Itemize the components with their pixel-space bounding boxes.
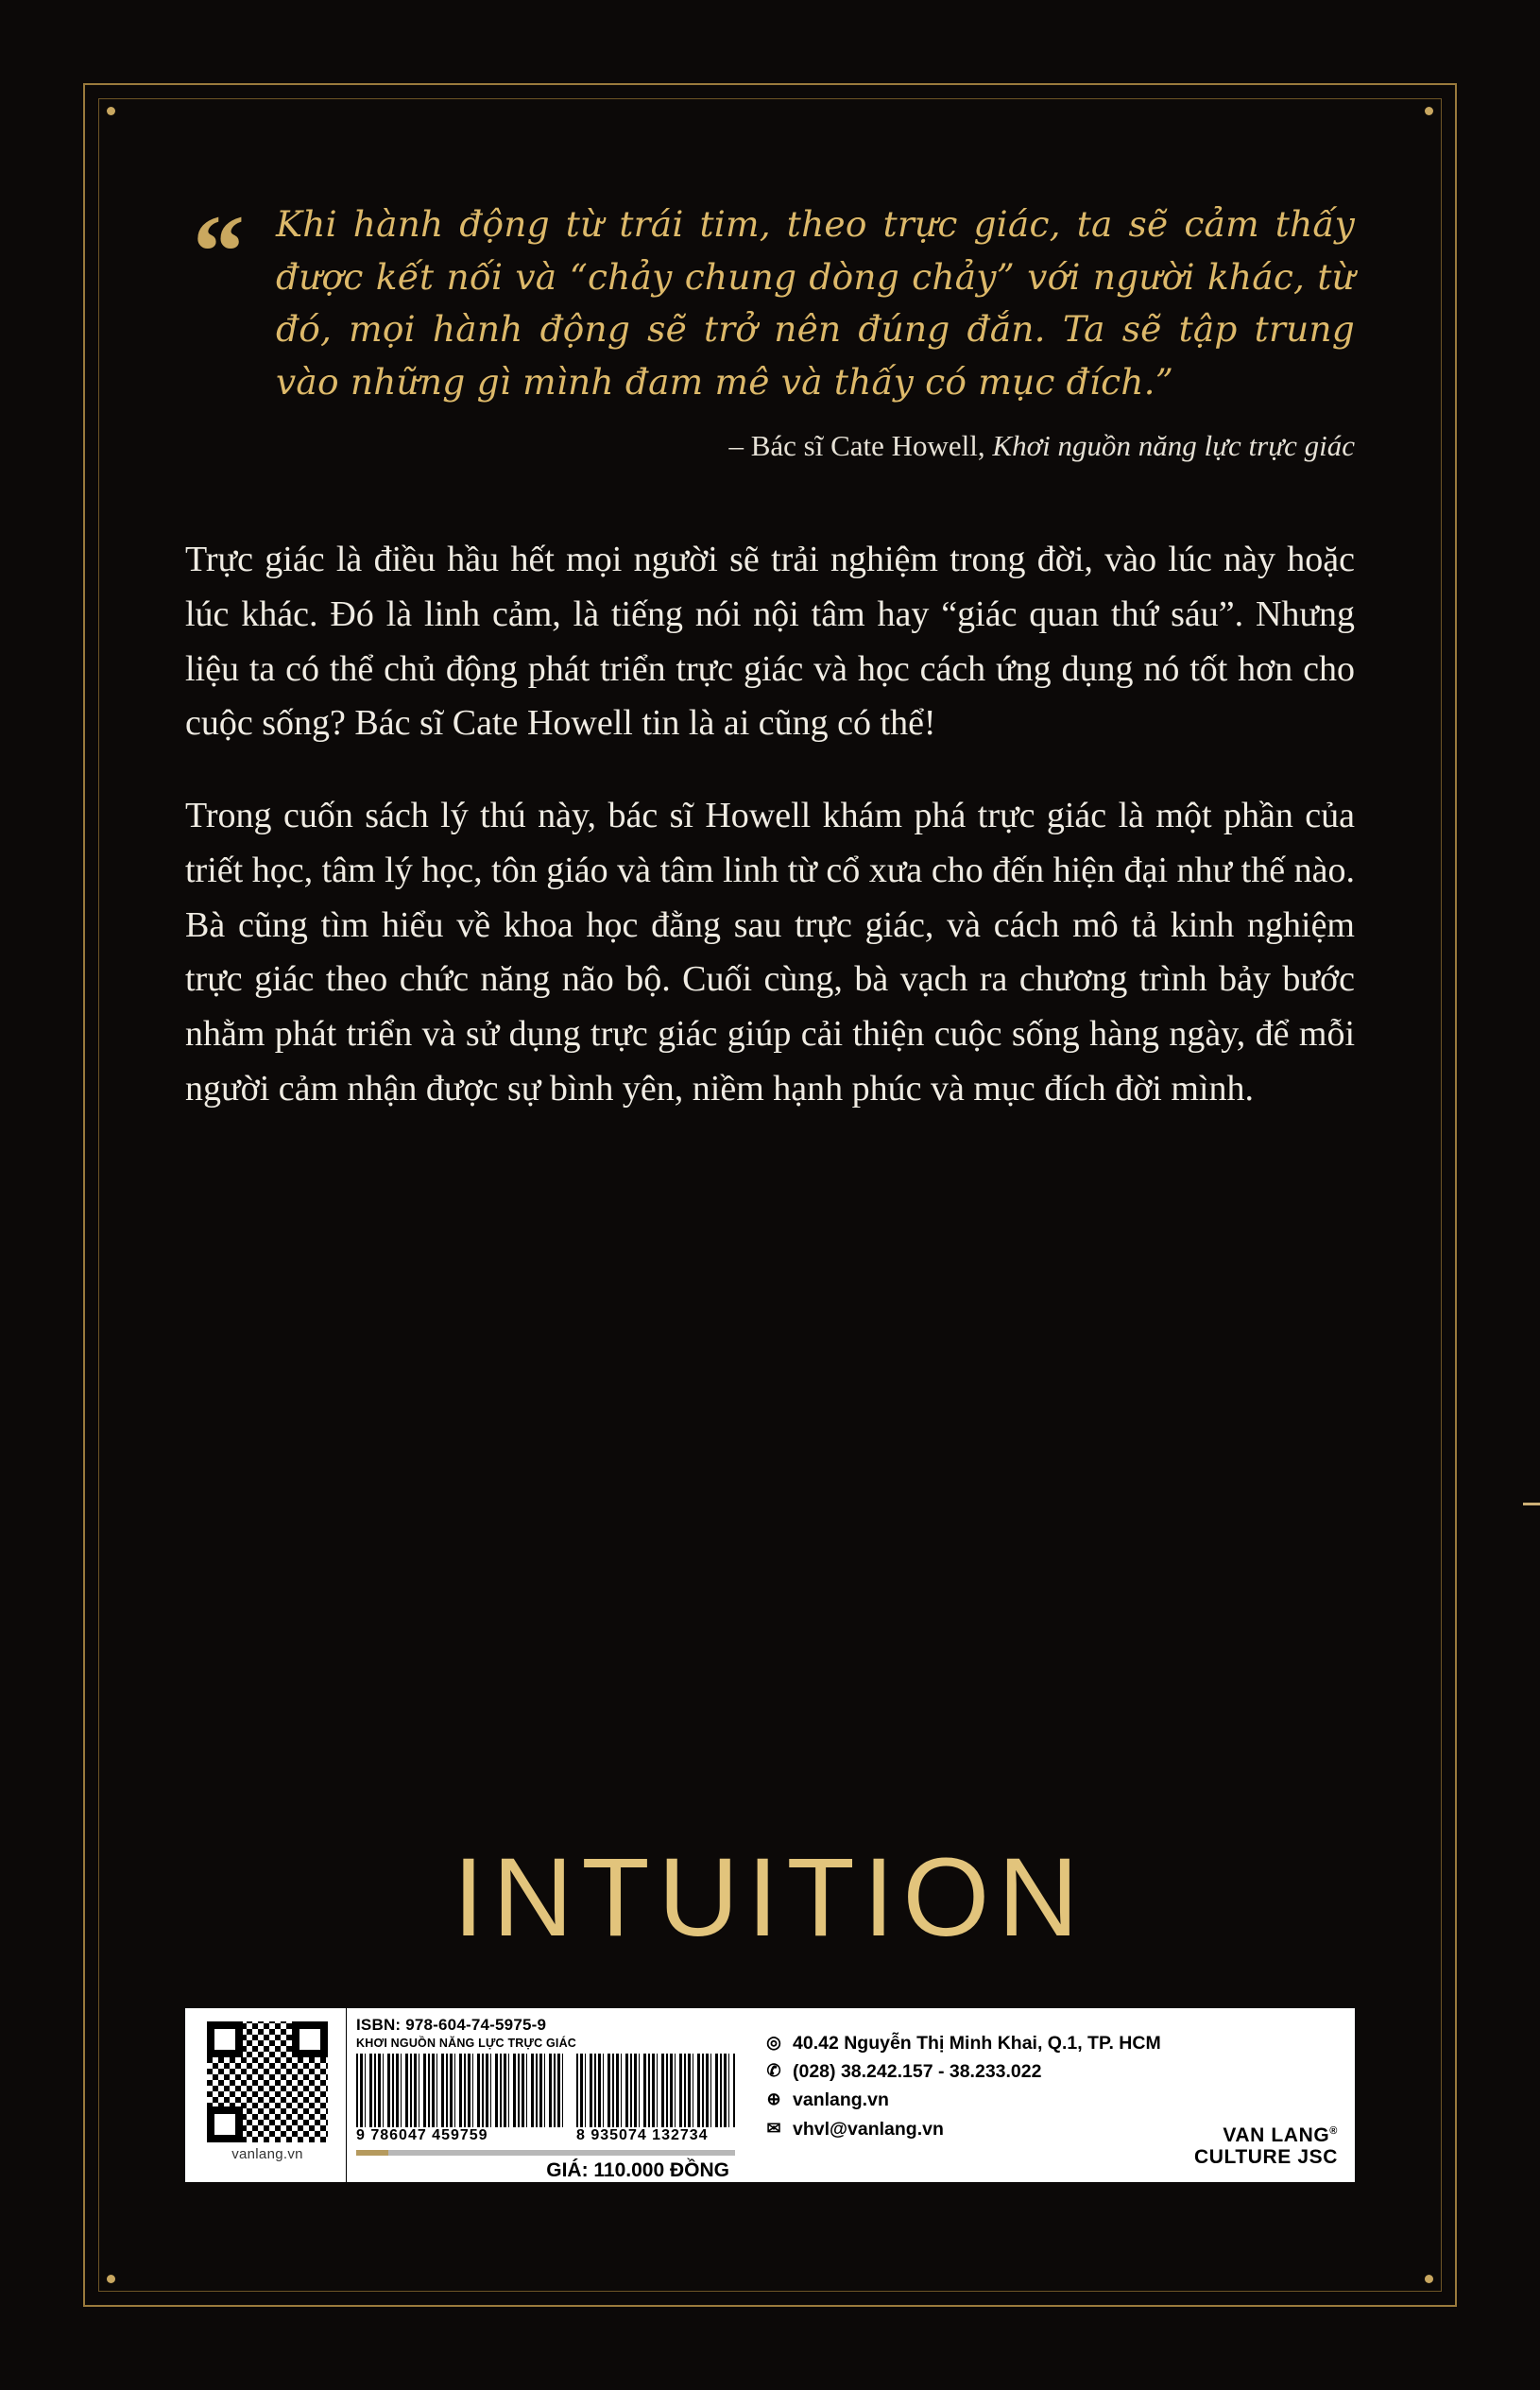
quote-mark-icon: “ <box>193 194 245 309</box>
publisher-email[interactable]: vhvl@vanlang.vn <box>793 2118 944 2140</box>
barcodes <box>356 2054 735 2127</box>
book-title-small: KHƠI NGUỒN NĂNG LỰC TRỰC GIÁC <box>356 2037 577 2050</box>
quote-text: Khi hành động từ trái tim, theo trực giác, ta sẽ cảm thấy được kết nối và “chảy chung dòng chảy” với người khác, từ đó, mọi hành động sẽ trở nên đúng đắn. Ta sẽ tập trung vào những gì mình đam mê và thấy có mục đích.” <box>276 203 1355 403</box>
publisher-website[interactable]: vanlang.vn <box>793 2089 889 2111</box>
corner-dot-bottom-left <box>107 2275 115 2283</box>
qr-block <box>185 2008 346 2182</box>
quote-source-work: Khơi nguồn năng lực trực giác <box>992 429 1355 462</box>
corner-dot-top-right <box>1425 107 1433 115</box>
publisher-logo <box>1194 2124 1338 2169</box>
corner-dot-bottom-right <box>1425 2275 1433 2283</box>
barcode-isbn-icon <box>356 2054 567 2127</box>
phone-icon: ✆ <box>766 2061 781 2081</box>
globe-icon: ⊕ <box>766 2089 781 2109</box>
grey-strip <box>356 2150 735 2156</box>
publisher-address-line <box>763 2029 1338 2057</box>
cover-content <box>185 194 1355 1117</box>
print-edge-mark <box>1523 1503 1540 1505</box>
publisher-phone-line <box>763 2057 1338 2086</box>
publisher-website-line[interactable] <box>763 2086 1338 2114</box>
publisher-address: 40.42 Nguyễn Thị Minh Khai, Q.1, TP. HCM <box>793 2033 1161 2054</box>
blurb <box>185 533 1355 1117</box>
price-text: GIÁ: 110.000 ĐỒNG <box>546 2159 729 2181</box>
envelope-icon: ✉ <box>766 2118 781 2138</box>
quote-attribution <box>276 429 1355 463</box>
barcode-number-left: 9 786047 459759 <box>356 2127 488 2143</box>
registered-mark-icon: ® <box>1329 2124 1338 2137</box>
qr-code-icon[interactable] <box>207 2021 328 2142</box>
corner-dot-top-left <box>107 107 115 115</box>
barcode-block <box>346 2008 743 2182</box>
publisher-logo-line2: CULTURE JSC <box>1193 2146 1338 2169</box>
series-title: INTUITION <box>453 1835 1087 1960</box>
qr-caption: vanlang.vn <box>231 2146 303 2162</box>
grey-strip-accent <box>356 2150 388 2156</box>
barcode-ean-icon <box>576 2054 735 2127</box>
barcode-number-right: 8 935074 132734 <box>576 2127 709 2143</box>
blurb-paragraph-2: Trong cuốn sách lý thú này, bác sĩ Howell khám phá trực giác là một phần của triết học, tâm lý học, tôn giáo và tâm linh từ cổ xưa cho đến hiện đại như thế nào. Bà cũng tìm hiểu về khoa học đằng sau trực giác, và cách mô tả kinh nghiệm trực giác theo chức năng não bộ. Cuối cùng, bà vạch ra chương trình bảy bước nhằm phát triển và sử dụng trực giác giúp cải thiện cuộc sống hàng ngày, để mỗi người cảm nhận được sự bình yên, niềm hạnh phúc và mục đích đời mình. <box>185 796 1355 1109</box>
publisher-logo-line1 <box>1194 2124 1338 2147</box>
blurb-paragraph-1: Trực giác là điều hầu hết mọi người sẽ trải nghiệm trong đời, vào lúc này hoặc lúc khác. Đó là linh cảm, là tiếng nói nội tâm hay “giác quan thứ sáu”. Nhưng liệu ta có thể chủ động phát triển trực giác và học cách ứng dụng nó tốt hơn cho cuộc sống? Bác sĩ Cate Howell tin là ai cũng có thể! <box>185 540 1355 744</box>
publisher-block <box>743 2008 1355 2182</box>
publisher-name: VAN LANG <box>1223 2123 1330 2146</box>
footer-bar <box>185 2008 1355 2182</box>
barcode-numbers <box>356 2127 735 2144</box>
isbn-text: ISBN: 978-604-74-5975-9 <box>356 2016 547 2034</box>
publisher-phone: (028) 38.242.157 - 38.233.022 <box>793 2061 1042 2083</box>
quote-author: – Bác sĩ Cate Howell, <box>728 429 993 462</box>
location-pin-icon: ◎ <box>766 2033 781 2052</box>
pull-quote <box>185 194 1355 463</box>
